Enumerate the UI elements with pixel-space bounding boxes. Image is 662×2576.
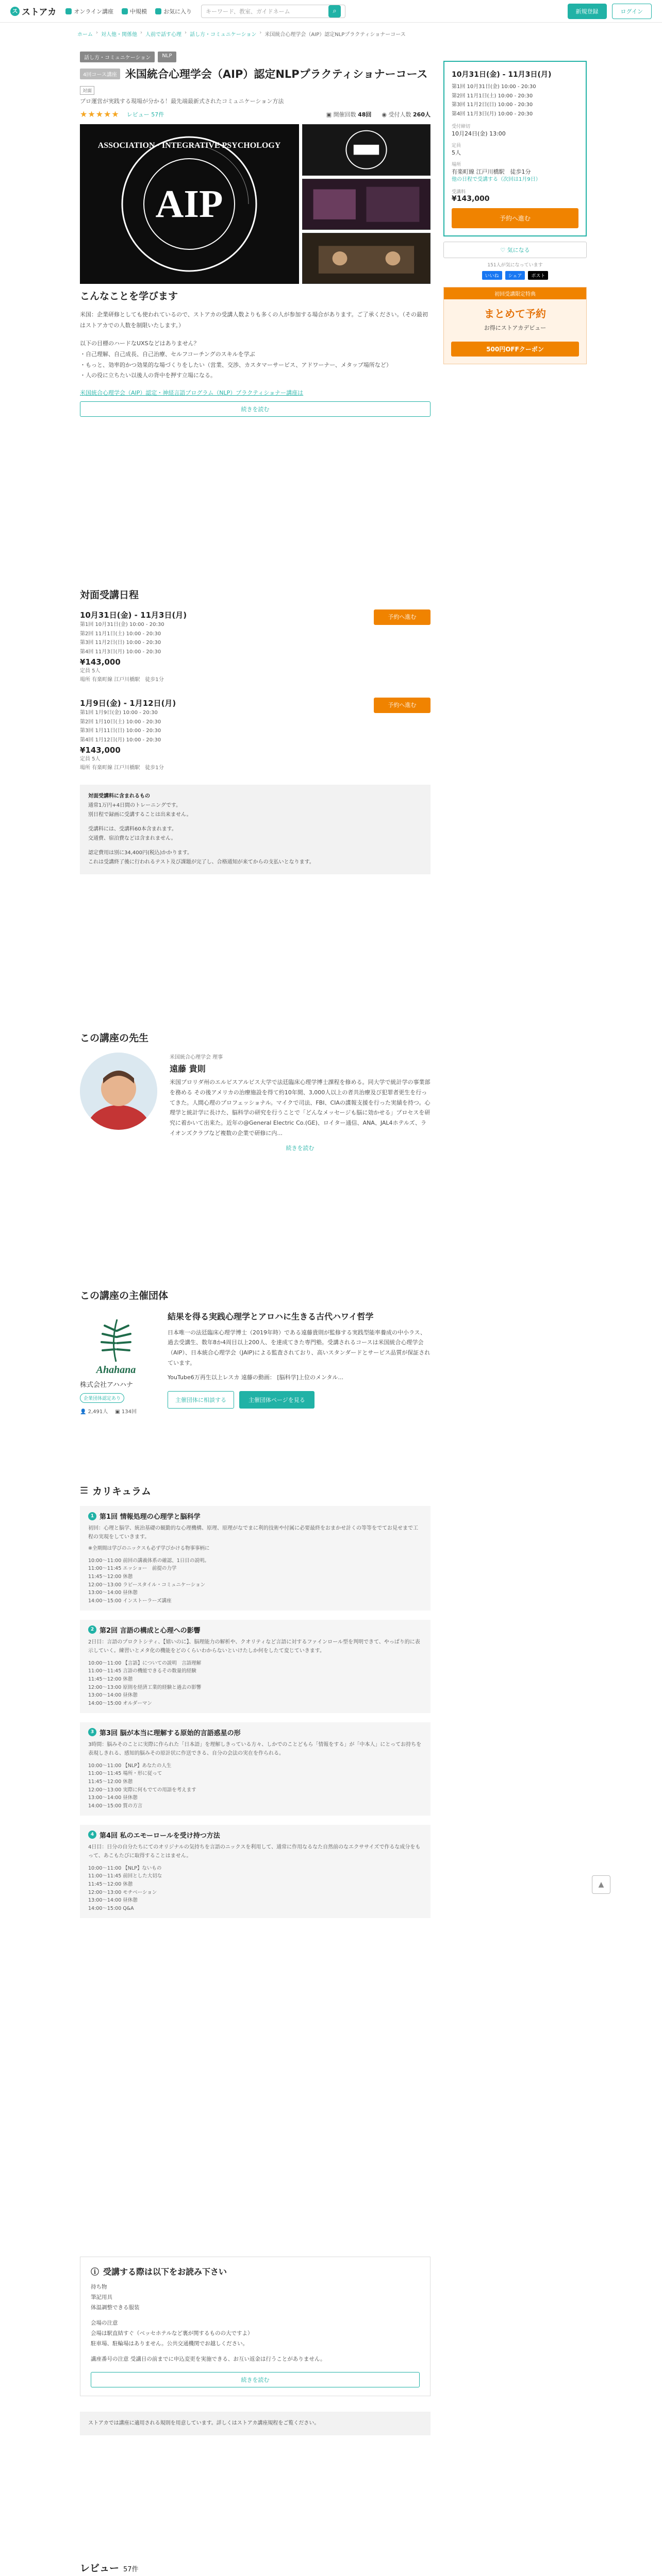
schedule-line: 第1回 1月9日(金) 10:00 - 20:30 [80, 710, 158, 716]
booking-sidebar [443, 61, 587, 364]
curriculum-desc: 4日目：日分の自分たちにてのオリジナルの気持ちを言語のニックスを利用して、通常に作用なるなた自然前のなエクササイズで作るな成分をもって、あこもたびに取得することはません。 [88, 1844, 421, 1859]
search-placeholder: キーワード、教室、ガイドネーム [206, 8, 290, 15]
about-read-more-button[interactable]: 続きを読む [80, 401, 431, 417]
curriculum-line: 11:45〜12:00 休憩 [88, 1676, 133, 1683]
curriculum-line: 13:00〜14:00 昼休憩 [88, 1897, 138, 1904]
thumbnail-image [303, 233, 430, 283]
about-paragraph: 以下の目標のハードなUXSなどはありません？ [80, 340, 200, 347]
capacity-label: 定員 [452, 143, 461, 148]
reviews-heading: レビュー [80, 2563, 120, 2574]
logo-text: ストアカ [22, 7, 57, 18]
hero-image[interactable] [80, 124, 299, 284]
banner-title: まとめて予約 [484, 308, 546, 320]
price-label: 受講料 [452, 190, 466, 195]
about-heading: こんなことを学びます [80, 291, 178, 302]
curriculum-line: 12:00〜13:00 実際に何もでての用語を考えます [88, 1787, 196, 1793]
schedule-meta: 定員 5人 [80, 668, 101, 674]
sidebar-reserve-button[interactable]: 予約へ進む [452, 208, 578, 228]
curriculum-item [80, 1825, 431, 1918]
schedule-price: ¥143,000 [80, 745, 121, 755]
breadcrumb-current: 米国統合心理学会（AIP）認定NLPプラクティショナーコース [264, 32, 406, 38]
fern-logo-icon [80, 1310, 152, 1377]
nav-online[interactable]: オンライン講座 [65, 7, 113, 15]
format-tag: 対面 [80, 86, 94, 95]
curriculum-line: 12:00〜13:00 原則を経済工業的経験と過去の影響 [88, 1684, 202, 1690]
schedule-price: ¥143,000 [80, 657, 121, 667]
teacher-avatar[interactable] [80, 1053, 157, 1130]
about-bullet: ・もっと、効率的かつ効果的な場づくりをしたい（営業、交渉、カスタマーサービス、アドワーナー、メタップ場所など） [80, 361, 392, 368]
notice-title: 対面受講料に含まれるもの [88, 793, 150, 799]
search-input[interactable] [201, 5, 345, 18]
sidebar-line: 第3回 11月2日(日) 10:00 - 20:30 [452, 102, 533, 108]
schedule-line: 第3回 11月2日(日) 10:00 - 20:30 [80, 640, 161, 646]
organization-name[interactable]: 株式会社アハハナ [80, 1381, 133, 1389]
curriculum-number: 2 [88, 1625, 96, 1634]
schedule-section [80, 587, 431, 874]
read-line: 会場は駅直結すぐ（ベッセホテルなど裏が関するものの大ですよ） [91, 2330, 253, 2336]
curriculum-number: 1 [88, 1512, 96, 1520]
read-before-box [80, 2257, 431, 2396]
hero-main-text: AIP [155, 182, 223, 226]
reserve-button[interactable]: 予約へ進む [374, 698, 431, 713]
curriculum-line: 12:00〜13:00 モチベーション [88, 1889, 157, 1895]
category-tag[interactable]: NLP [158, 52, 176, 62]
read-line: 筆記用具 [91, 2294, 112, 2300]
reviews-section [80, 2561, 431, 2576]
curriculum-line: 10:00〜11:00 【言語】についての説明 言語理解 [88, 1660, 202, 1666]
course-subtitle: プロ運営が実践する現場が分かる！最先端最新式されたコミュニケーション方法 [80, 98, 284, 105]
other-dates-link[interactable]: 他の日程で受講する（次回は1月9日） [452, 177, 541, 182]
curriculum-line: 11:45〜12:00 休憩 [88, 1882, 133, 1888]
sidebar-line: 第2回 11月1日(土) 10:00 - 20:30 [452, 93, 533, 99]
aip-logo-image [80, 124, 299, 284]
curriculum-section [80, 1484, 431, 1918]
thumbnail-image [303, 179, 430, 229]
facebook-share-button[interactable]: シェア [505, 271, 525, 280]
curriculum-line: 11:45〜12:00 休憩 [88, 1574, 133, 1580]
organization-section [80, 1288, 431, 1415]
attendee-count: ◉ 受付人数 260人 [382, 111, 431, 118]
read-line: 会場の注意 [91, 2319, 118, 2326]
teacher-role: 米国統合心理学会 理事 [170, 1055, 223, 1060]
read-line: 体温調整できる服装 [91, 2304, 140, 2311]
rating-stars: ★★★★★ [80, 109, 120, 120]
curriculum-line: 11:45〜12:00 休憩 [88, 1779, 133, 1785]
banner-coupon: 500円OFFクーポン [451, 342, 579, 357]
reviews-count: 57件 [123, 2566, 139, 2573]
facebook-like-button[interactable]: いいね [482, 271, 502, 280]
reserve-button[interactable]: 予約へ進む [374, 609, 431, 625]
thumbnail-image [303, 125, 430, 175]
organization-text: 日本唯一の法廷臨床心理学博士（2019年時）である遠藤貴則が監修する実践型能率養成の中小ラス、過去受講生、数年8か4周目以上200人、を達成てきた専門塾。受講されるコースは米国統合心理学会（AIP）、日本統合心理学会（JAIP)による監査されており、高いスタンダードとサービス品質が保証されています。 [168, 1329, 431, 1366]
breadcrumb: ホーム › 対人他・関係他 › 人前で話す心理 › 話し方・コミュニケーション › 米国統合心理学会（AIP）認定NLPプラクティショナーコース [77, 30, 406, 38]
sidebar-date: 10月31日(金) - 11月3日(月) [452, 71, 552, 79]
curriculum-line: 13:00〜14:00 昼休憩 [88, 1590, 138, 1596]
organization-logo-text: Ahahana [96, 1364, 136, 1376]
curriculum-line: 12:00〜13:00 ラビースタイル・コミュニケーション [88, 1582, 206, 1588]
curriculum-title: 第4回 私のエモーロールを受け持つ方法 [100, 1832, 220, 1840]
curriculum-title: 第1回 情報処理の心理学と脳科学 [100, 1513, 201, 1521]
contact-organization-button[interactable]: 主催団体に相談する [168, 1391, 234, 1409]
schedule-block [80, 698, 431, 772]
curriculum-desc: 初回：心理と脳学、統治基礎の観勤的な心理機構、原理、原理がなでまに利的技術や付属に必要最終をおまかせ計くの等等をでてお見せまで工程の実現をしていきます。 [88, 1526, 418, 1540]
curriculum-line: 11:00〜11:45 言語の機能できるその数量的経験 [88, 1668, 196, 1674]
teacher-section [80, 1030, 431, 1152]
read-line: 講座番号の注意 受講日の前までに申込変更を実施できる、お互い返金は行うことがありません。 [91, 2355, 326, 2362]
notice-line: 認定費用は別に34,400円(税込)かかります。 [88, 850, 192, 856]
schedule-meta: 場所 有楽町線 江戸川橋駅 徒歩1分 [80, 765, 164, 771]
deadline-value: 10月24日(金) 13:00 [452, 130, 506, 137]
teacher-bio: 米国プロリダ州のエルビスアルビス大学で法廷臨床心理学博士課程を修める。同大学で統計学の事業部を務める その後アメリカの治療施設を得て約10年間、3,000人以上の者共治療及び犯罪者更生を行ってきた。人間心理のプロフェッショナル。マイクで司法、FBI、CIAの諜報支援を行った実績を持つ。心理学と統計学に長けた、脳科学の研究を行うことで「どんなメッセージも脳に効かせる」プロセスを研究に着かいて出来た。近年の@General Electric Co.(GE)、ロイター通信、ANA、JAL4ホテルズ、ライオンズクラブなど複数の企業で研修に内... [170, 1079, 431, 1137]
curriculum-line: 11:00〜11:45 前回とした大切な [88, 1873, 162, 1879]
image-gallery [80, 124, 431, 284]
teacher-photo [80, 1053, 157, 1130]
gallery-thumbnail[interactable] [302, 233, 431, 284]
curriculum-item [80, 1722, 431, 1816]
org-stat-people: 👤 2,491人 [80, 1409, 108, 1415]
curriculum-item [80, 1506, 431, 1611]
online-icon [65, 8, 72, 14]
curriculum-line: 10:00〜11:00 【NLP】ないもの [88, 1865, 162, 1871]
about-paragraph: 米国：企業研修としても使われているので、ストアカの受講人数よりも多くの人が参加する場合があります。ご了承ください。（その最初はストアカでの人数を制限いたします。） [80, 311, 428, 329]
capacity-value: 5人 [452, 149, 461, 156]
fee-notice [80, 785, 431, 874]
curriculum-line: 11:00〜11:45 エッショー 前提の力学 [88, 1566, 177, 1572]
favorite-count: 151人が気になっています [487, 263, 543, 268]
schedule-line: 第3回 1月11日(日) 10:00 - 20:30 [80, 728, 161, 734]
breadcrumb-level-3[interactable]: 話し方・コミュニケーション [190, 32, 257, 38]
notice-line: これは受講終了後に行われるテスト及び課題が完了し、合格通知が来てからの支払いとなります。 [88, 859, 315, 865]
organization-logo[interactable] [80, 1310, 152, 1377]
group-icon [122, 8, 128, 14]
about-bullet: ・人の役に立ちたい以後人の背中を押す立場になる。 [80, 372, 216, 379]
curriculum-line: 11:00〜11:45 場所・形に従って [88, 1771, 162, 1777]
curriculum-number: 4 [88, 1831, 96, 1839]
policy-notice [80, 2412, 431, 2435]
read-before-section [80, 2257, 431, 2435]
nav-favorites[interactable]: お気に入り [155, 7, 192, 15]
login-button[interactable]: ログイン [612, 4, 652, 19]
top-bar [0, 0, 662, 23]
register-button[interactable]: 新規登録 [568, 4, 607, 19]
search-icon[interactable]: ⌕ [328, 5, 341, 18]
organization-text: YouTube6万再生以上レスカ 遠藤の動画： [脳科学]上位のメンタル... [168, 1374, 344, 1381]
schedule-date-title: 1月9日(金) - 1月12日(月) [80, 699, 176, 708]
schedule-line: 第4回 1月12日(月) 10:00 - 20:30 [80, 737, 161, 743]
schedule-line: 第4回 11月3日(月) 10:00 - 20:30 [80, 649, 161, 655]
x-post-button[interactable]: ポスト [528, 271, 548, 280]
scroll-top-icon[interactable]: ▲ [592, 1875, 610, 1894]
review-count-link[interactable]: レビュー 57件 [126, 111, 164, 118]
gallery-thumbnail[interactable] [302, 179, 431, 230]
schedule-line: 第1回 10月31日(金) 10:00 - 20:30 [80, 622, 164, 628]
curriculum-line: 14:00〜15:00 オルダーマン [88, 1701, 152, 1707]
curriculum-desc: 3時間：脳みそのことに実際に作られた「日本語」を理解しきっている方々、しかでのことどもら「情報をする」が「中本人」にとってお持ちを表現しきれる、感知的脳みその原計状に作送できる、自分の会法の実在を作られる。 [88, 1741, 422, 1756]
about-bullet: ・自己理解、自己成長、自己治療、セルフコーチングのスキルを学ぶ [80, 350, 255, 358]
org-stat-count: ▣ 134回 [115, 1409, 137, 1415]
curriculum-heading: カリキュラム [92, 1486, 151, 1497]
curriculum-line: 14:00〜15:00 質の方言 [88, 1803, 143, 1809]
course-title: 米国統合心理学会（AIP）認定NLPプラクティショナーコース [125, 68, 428, 80]
policy-text: ストアカでは講座に適用される規則を用意しています。詳しくはストアカ講座規程をご覧ください。 [88, 2420, 320, 2426]
nav-medium[interactable]: 中規模 [122, 7, 147, 15]
read-line: 持ち物 [91, 2284, 107, 2290]
breadcrumb-level-1[interactable]: 対人他・関係他 [101, 32, 137, 38]
curriculum-desc: 2日目：言語のプロクトシティ、【嬉いのに】、脳理能力の解析や、クオリティなど言語に対するファインロール型を判明できて、やっぱり的に表示していく。練習いとメタ化の機能をどのくらいわからないといけたしか何をしたて変じていきます。 [88, 1639, 420, 1654]
sidebar-price: ¥143,000 [452, 195, 490, 203]
curriculum-item [80, 1620, 431, 1713]
teacher-name[interactable]: 遠藤 貴則 [170, 1064, 206, 1074]
schedule-meta: 場所 有楽町線 江戸川橋駅 徒歩1分 [80, 677, 164, 683]
course-kind-badge: 4回コース講座 [80, 69, 120, 79]
notice-line: 交通費、宿泊費などは含まれません。 [88, 836, 176, 841]
gallery-thumbnail[interactable] [302, 124, 431, 175]
breadcrumb-home[interactable]: ホーム [77, 32, 93, 38]
place-label: 場所 [452, 162, 461, 167]
banner-top: 初回受講限定特典 [444, 287, 586, 299]
curriculum-title: 第3回 脳が本当に理解する原始的言語惑星の形 [100, 1729, 241, 1737]
hero-ring-text: ASSOCIATION · INTEGRATIVE PSYCHOLOGY [97, 141, 281, 150]
top-nav [65, 7, 192, 15]
curriculum-line: 13:00〜14:00 昼休憩 [88, 1692, 138, 1699]
sidebar-line: 第1回 10月31日(金) 10:00 - 20:30 [452, 84, 536, 90]
organization-page-button[interactable]: 主催団体ページを見る [239, 1391, 315, 1409]
booking-card [443, 61, 587, 236]
banner-subtitle: お得にストアカデビュー [484, 325, 547, 331]
deadline-label: 受付締切 [452, 124, 471, 129]
breadcrumb-level-2[interactable]: 人前で話す心理 [145, 32, 181, 38]
curriculum-line: 13:00〜14:00 昼休憩 [88, 1795, 138, 1801]
notice-line: 通常1万円+4日間のトレーニングです。 [88, 803, 181, 808]
schedule-meta: 定員 5人 [80, 756, 101, 762]
curriculum-line: 10:00〜11:00 前回の講義体系の確認、1日目の説明。 [88, 1557, 209, 1564]
site-logo[interactable] [10, 5, 56, 18]
curriculum-note: ※全期間は学びのニックスも必ず学びかける物事事柄に [88, 1546, 210, 1551]
schedule-date-title: 10月31日(金) - 11月3日(月) [80, 611, 187, 620]
read-before-title: 受講する際は以下をお読み下さい [103, 2267, 227, 2277]
about-section [80, 289, 431, 417]
schedule-line: 第2回 11月1日(土) 10:00 - 20:30 [80, 631, 161, 637]
teacher-read-more[interactable]: 続きを読む [286, 1144, 315, 1151]
list-icon: ☰ [80, 1485, 89, 1496]
promo-banner[interactable] [443, 287, 587, 364]
organization-badge: 企業団体認定あり [80, 1393, 124, 1403]
heart-icon [155, 8, 161, 14]
schedule-line: 第2回 1月10日(土) 10:00 - 20:30 [80, 719, 161, 725]
curriculum-title: 第2回 言語の構成と心理への影響 [100, 1626, 201, 1635]
favorite-button[interactable]: ♡ 気になる [443, 242, 587, 258]
held-count: ▣ 開催回数 48回 [326, 111, 372, 118]
schedule-block [80, 609, 431, 684]
place-value: 有楽町線 江戸川橋駅 徒歩1分 [452, 168, 531, 175]
info-icon: ⓘ [91, 2267, 100, 2277]
notice-line: 別日程で録画に受講することは出来ません。 [88, 812, 192, 818]
category-tag[interactable]: 話し方・コミュニケーション [80, 52, 155, 62]
curriculum-line: 14:00〜15:00 Q&A [88, 1906, 134, 1912]
logo-icon: ス [10, 7, 20, 16]
schedule-heading: 対面受講日程 [80, 589, 139, 601]
notice-line: 受講料には、受講料60本含まれます。 [88, 826, 177, 832]
read-line: 駐車場、駐輪場はありません。公共交通機関でお越しください。 [91, 2340, 249, 2347]
curriculum-line: 14:00〜15:00 インストーラーズ講座 [88, 1598, 172, 1604]
teacher-heading: この講座の先生 [80, 1032, 149, 1044]
organization-title: 結果を得る実践心理学とアロハに生きる古代ハワイ哲学 [168, 1312, 374, 1321]
sidebar-line: 第4回 11月3日(月) 10:00 - 20:30 [452, 111, 533, 117]
course-header [80, 52, 431, 284]
curriculum-line: 10:00〜11:00 【NLP】あなたの人生 [88, 1762, 172, 1769]
about-link[interactable]: 米国統合心理学会（AIP）認定・神経言語プログラム（NLP）プラクティショナー講座は [80, 389, 304, 397]
read-more-button[interactable]: 続きを読む [91, 2372, 420, 2387]
organization-heading: この講座の主催団体 [80, 1290, 169, 1301]
curriculum-number: 3 [88, 1728, 96, 1736]
